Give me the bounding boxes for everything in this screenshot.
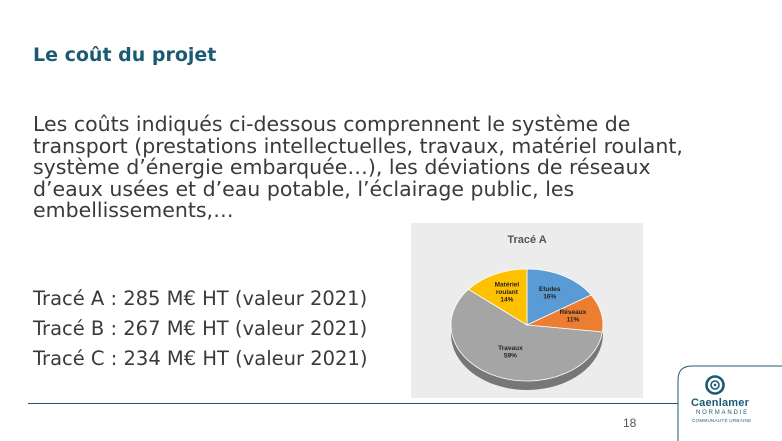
intro-line: embellissements,… xyxy=(33,198,234,222)
intro-line: d’eaux usées et d’eau potable, l’éclairage public, les xyxy=(33,176,575,201)
logo-subtitle: NORMANDIE xyxy=(696,410,749,416)
intro-line: système d’énergie embarquée…), les déviations de réseaux xyxy=(33,155,651,179)
footer-divider xyxy=(28,403,678,404)
intro-line: transport (prestations intellectuelles, travaux, matériel roulant, xyxy=(33,133,683,158)
cost-trace-c: Tracé C : 234 M€ HT (valeur 2021) xyxy=(33,347,368,370)
pie-chart-canvas xyxy=(411,223,643,398)
pie-slice-label: Etudes 16% xyxy=(538,286,561,301)
logo-name: Caenlamer xyxy=(691,397,750,409)
chart-title: Tracé A xyxy=(507,234,547,246)
pie-chart xyxy=(411,223,643,398)
logo-tagline: COMMUNAUTÉ URBAINE xyxy=(692,418,752,423)
intro-line: Les coûts indiqués ci-dessous comprennent le système de xyxy=(33,112,631,136)
page-number: 18 xyxy=(623,416,637,430)
intro-paragraph xyxy=(33,114,768,222)
slide-title: Le coût du projet xyxy=(33,44,217,66)
pie-slice-label: Matériel roulant 14% xyxy=(494,281,520,304)
cost-list xyxy=(33,284,367,374)
pie-slice-label: Réseaux 11% xyxy=(559,308,587,324)
cost-trace-a: Tracé A : 285 M€ HT (valeur 2021) xyxy=(33,287,368,310)
cost-trace-b: Tracé B : 267 M€ HT (valeur 2021) xyxy=(33,317,368,340)
pie-slice-label: Travaux 59% xyxy=(498,344,523,360)
